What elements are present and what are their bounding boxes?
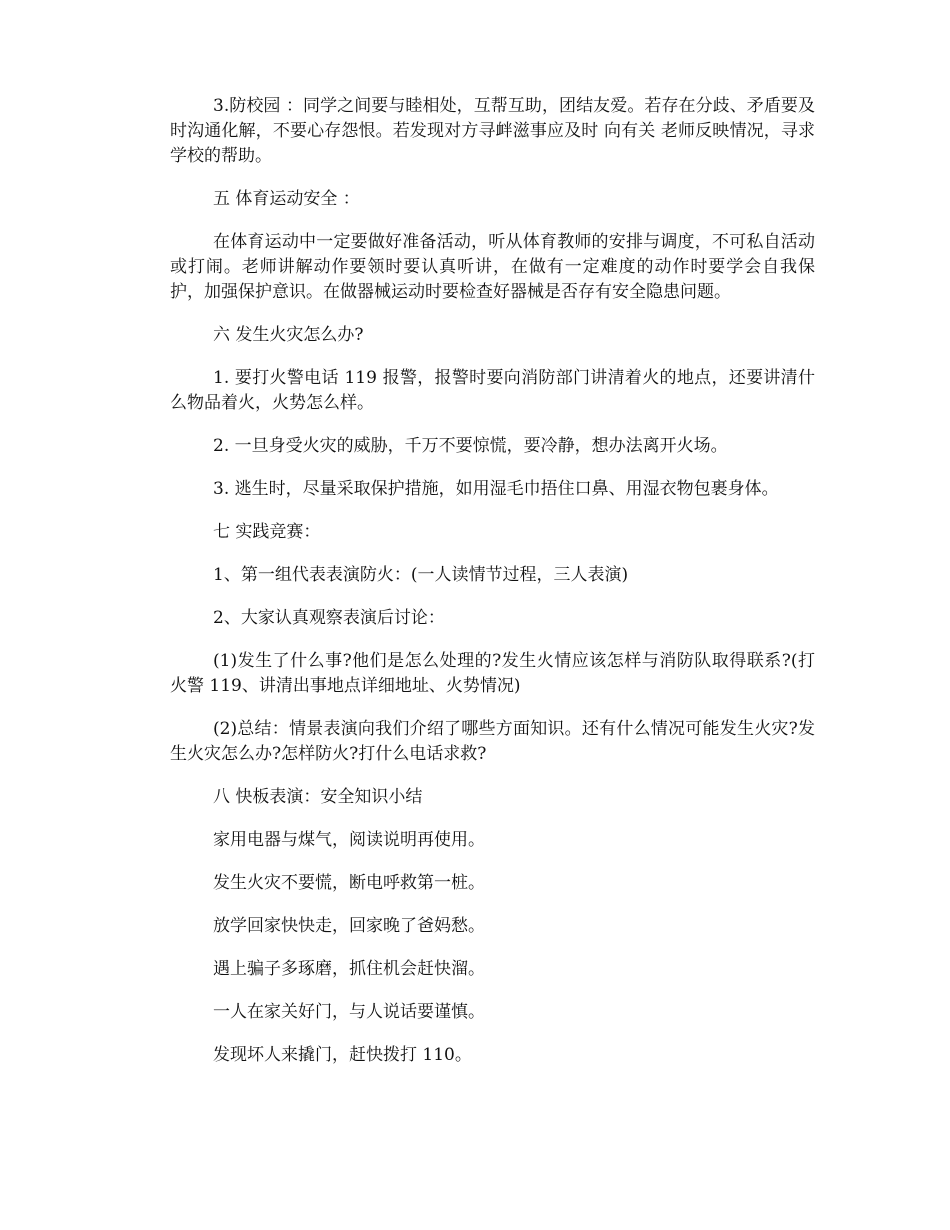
paragraph-practice-1: 1、第一组代表表演防火：(一人读情节过程，三人表演) [213,565,629,585]
verse-line-6: 发现坏人来撬门，赶快拨打 110。 [213,1045,472,1065]
paragraph-practice-q2: (2)总结：情景表演向我们介绍了哪些方面知识。还有什么情况可能发生火灾?发生火灾怎么办?怎样防火?打什么电话求救? [170,719,815,764]
verse-line-5: 一人在家关好门，与人说话要谨慎。 [213,1002,485,1022]
verse-line-1: 家用电器与煤气，阅读说明再使用。 [213,830,485,850]
heading-fire: 六 发生火灾怎么办? [213,325,364,345]
document-body [170,94,815,1086]
heading-practice: 七 实践竞赛： [213,522,321,542]
heading-sports-safety: 五 体育运动安全 ： [213,189,360,209]
paragraph-fire-3: 3. 逃生时，尽量采取保护措施，如用湿毛巾捂住口鼻、用湿衣物包裹身体。 [213,479,779,499]
heading-clapper: 八 快板表演：安全知识小结 [213,787,423,807]
paragraph-sports-safety: 在体育运动中一定要做好准备活动，听从体育教师的安排与调度，不可私自活动或打闹。老师讲解动作要领时要认真听讲，在做有一定难度的动作时要学会自我保护，加强保护意识。在做器械运动时要检查好器械是否存有安全隐患问题。 [170,232,815,302]
verse-line-3: 放学回家快快走，回家晚了爸妈愁。 [213,916,485,936]
paragraph-school-bullying: 3.防校园 ：同学之间要与睦相处，互帮互助，团结友爱。若存在分歧、矛盾要及时沟通化解，不要心存怨恨。若发现对方寻衅滋事应及时 向有关 老师反映情况，寻求学校的帮助。 [170,96,815,166]
verse-line-4: 遇上骗子多琢磨，抓住机会赶快溜。 [213,959,485,979]
paragraph-fire-1: 1. 要打火警电话 119 报警，报警时要向消防部门讲清着火的地点，还要讲清什么物品着火，火势怎么样。 [170,368,815,413]
paragraph-practice-q1: (1)发生了什么事?他们是怎么处理的?发生火情应该怎样与消防队取得联系?(打火警 119、讲清出事地点详细地址、火势情况) [170,651,815,696]
paragraph-fire-2: 2. 一旦身受火灾的威胁，千万不要惊慌，要冷静，想办法离开火场。 [213,436,728,456]
verse-line-2: 发生火灾不要慌，断电呼救第一桩。 [213,873,485,893]
paragraph-practice-2: 2、大家认真观察表演后讨论： [213,608,445,628]
